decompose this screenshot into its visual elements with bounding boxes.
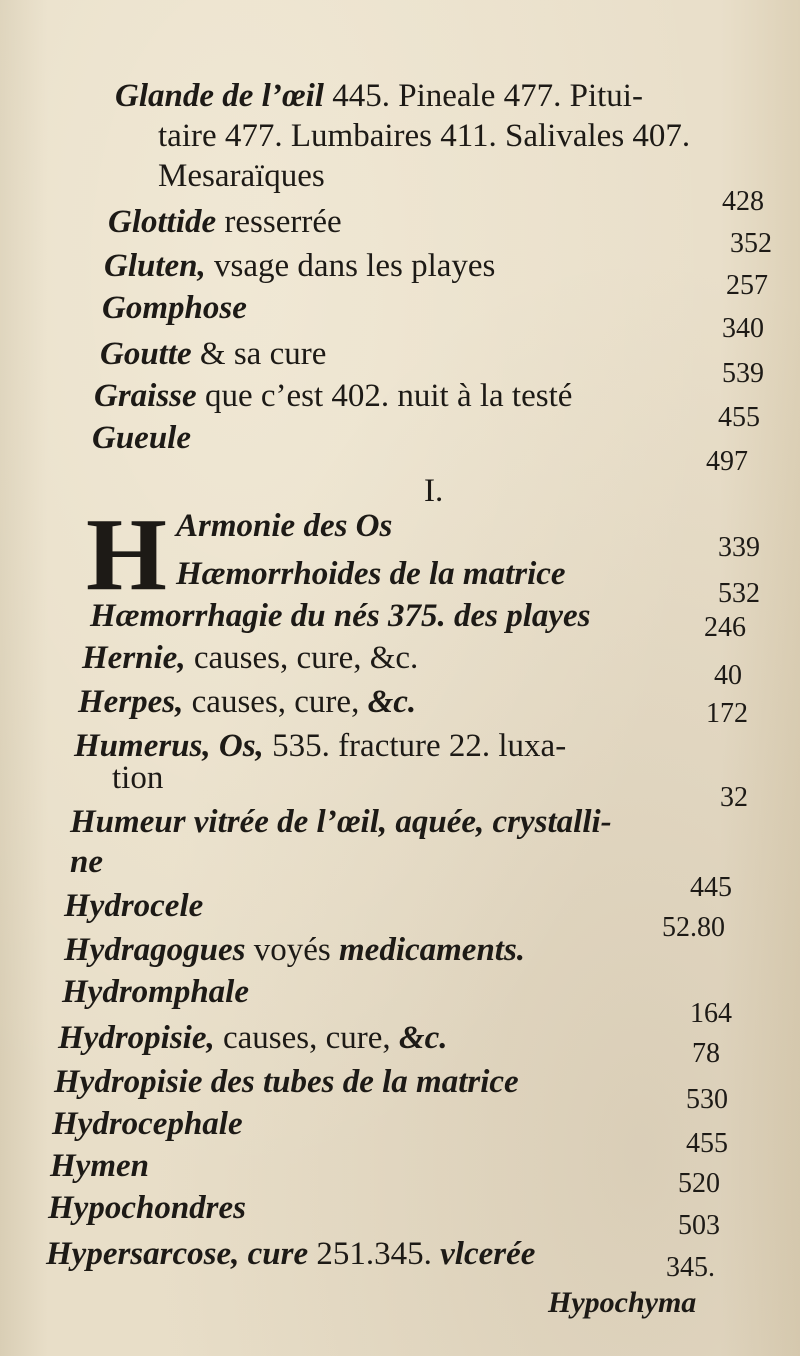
entry-text-segment: Hypochondres <box>48 1190 246 1226</box>
page-reference: 339 <box>718 532 760 563</box>
index-entry <box>82 642 418 675</box>
index-entry <box>158 120 690 153</box>
index-entry <box>104 250 495 283</box>
entry-text-segment: taire 477. Lumbaires 411. Salivales 407. <box>158 118 691 154</box>
index-entry <box>64 934 525 967</box>
entry-text-segment: Hydrocele <box>64 888 204 924</box>
page-reference: 164 <box>690 998 732 1029</box>
page-reference: 497 <box>706 446 748 477</box>
page-reference: 520 <box>678 1168 720 1199</box>
page-reference: 32 <box>720 782 748 813</box>
index-entry <box>112 762 163 795</box>
entry-text-segment: Graisse <box>94 378 205 414</box>
page-reference: 532 <box>718 578 760 609</box>
entry-text-segment: &c. <box>367 684 417 720</box>
entry-text-segment: Gomphose <box>102 290 247 326</box>
index-entry <box>158 160 325 193</box>
page-reference: 257 <box>726 270 768 301</box>
page-reference: 352 <box>730 228 772 259</box>
page-reference: 340 <box>722 313 764 344</box>
entry-text-segment: resserrée <box>224 204 342 240</box>
entry-text-segment: & sa cure <box>199 336 327 372</box>
entry-text-segment: Mesaraïques <box>158 158 325 194</box>
entry-text-segment: Hæmorrhagie du nés 375. des playes <box>90 598 591 634</box>
entry-text-segment: Herpes, <box>78 684 192 720</box>
section-letter: I. <box>424 473 444 509</box>
entry-text-segment: Gueule <box>92 420 191 456</box>
entry-text-segment: 535. fracture 22. luxa- <box>272 728 567 764</box>
entry-text-segment: causes, cure, <box>191 684 368 720</box>
page-reference: 503 <box>678 1210 720 1241</box>
entry-text-segment: Hæmorrhoides de la matrice <box>176 556 566 592</box>
index-entry <box>176 558 566 591</box>
page-reference: 52.80 <box>662 912 725 943</box>
index-entry <box>102 292 247 325</box>
entry-text-segment: Armonie des Os <box>176 508 393 544</box>
index-entry <box>92 422 191 455</box>
index-entry <box>50 1150 149 1183</box>
index-entry <box>90 600 591 633</box>
index-entry <box>74 730 566 763</box>
entry-text-segment: Hypersarcose, cure <box>46 1236 317 1272</box>
index-entry <box>176 510 392 543</box>
entry-text-segment: 445. Pineale 477. Pitui- <box>332 78 643 114</box>
index-entry <box>58 1022 447 1055</box>
index-entry <box>115 80 643 113</box>
index-entry <box>100 338 326 371</box>
entry-text-segment: ne <box>70 844 103 880</box>
page-reference: 78 <box>692 1038 720 1069</box>
entry-text-segment: medicaments. <box>339 932 526 968</box>
entry-text-segment: Hydropisie des tubes de la matrice <box>54 1064 519 1100</box>
entry-text-segment: voyés <box>253 932 339 968</box>
page-reference: 539 <box>722 358 764 389</box>
entry-text-segment: Gluten, <box>104 248 215 284</box>
index-entry <box>46 1238 535 1271</box>
index-entry <box>78 686 416 719</box>
page-reference: 428 <box>722 186 764 217</box>
entry-text-segment: Humeur vitrée de l’œil, aquée, crystalli- <box>70 804 612 840</box>
entry-text-segment: Hydropisie, <box>58 1020 223 1056</box>
index-entry <box>62 976 249 1009</box>
entry-text-segment: Humerus, Os, <box>74 728 273 764</box>
page-reference: 345. <box>666 1252 715 1283</box>
entry-text-segment: que c’est 402. nuit à la testé <box>204 378 573 414</box>
catchword: Hypochyma <box>548 1286 697 1319</box>
drop-cap: H <box>86 497 167 612</box>
entry-text-segment: 251.345. <box>316 1236 441 1272</box>
entry-text-segment: causes, cure, &c. <box>193 640 419 676</box>
entry-text-segment: Hydragogues <box>64 932 254 968</box>
page-reference: 455 <box>718 402 760 433</box>
entry-text-segment: vsage dans les playes <box>214 248 496 284</box>
index-entry <box>48 1192 246 1225</box>
index-entry <box>70 846 103 879</box>
entry-text-segment: Glottide <box>108 204 225 240</box>
entry-text-segment: tion <box>112 760 164 796</box>
index-entry <box>64 890 203 923</box>
page-reference: 530 <box>686 1084 728 1115</box>
entry-text-segment: Hydrocephale <box>52 1106 243 1142</box>
entry-text-segment: Hymen <box>50 1148 149 1184</box>
entry-text-segment: causes, cure, <box>222 1020 399 1056</box>
page-reference: 445 <box>690 872 732 903</box>
entry-text-segment: Goutte <box>100 336 200 372</box>
index-entry <box>108 206 342 239</box>
index-entry <box>54 1066 519 1099</box>
entry-text-segment: &c. <box>398 1020 448 1056</box>
entry-text-segment: Hernie, <box>82 640 194 676</box>
index-entry <box>70 806 612 839</box>
entry-text-segment: Hydromphale <box>62 974 249 1010</box>
page-reference: 172 <box>706 698 748 729</box>
entry-text-segment: Glande de l’œil <box>115 78 333 114</box>
index-entry <box>94 380 572 413</box>
index-entry <box>52 1108 243 1141</box>
page-reference: 455 <box>686 1128 728 1159</box>
entry-text-segment: vlcerée <box>440 1236 536 1272</box>
page-reference: 246 <box>704 612 746 643</box>
page-reference: 40 <box>714 660 742 691</box>
